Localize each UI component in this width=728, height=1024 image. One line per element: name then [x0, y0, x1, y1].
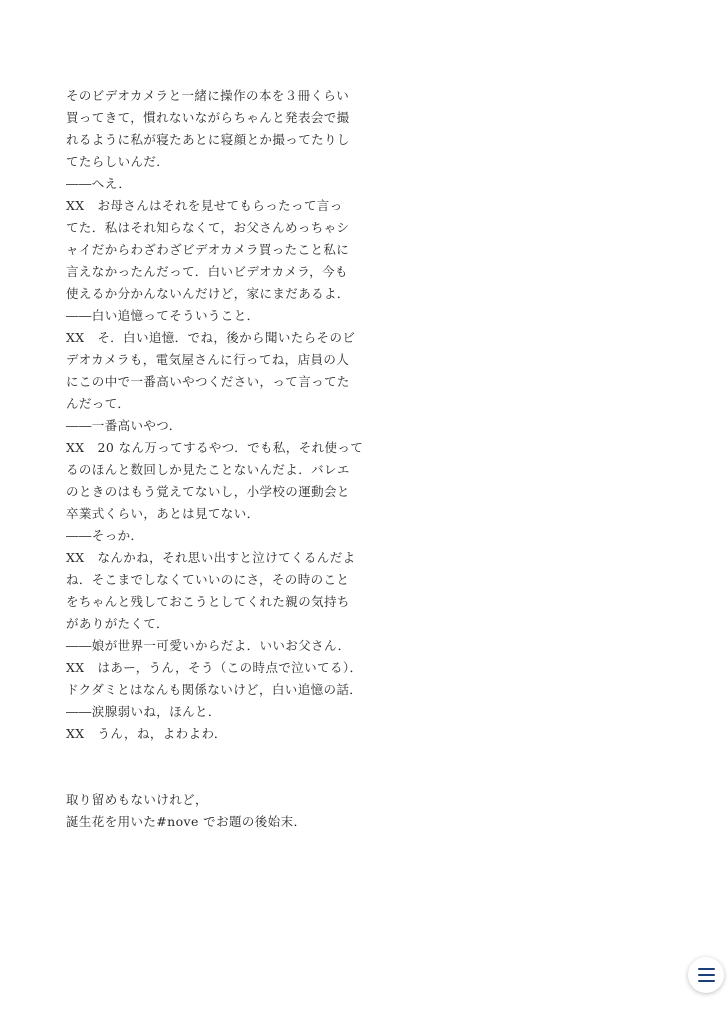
article-line: ――そっか． — [66, 528, 144, 543]
article-line: 言えなかったんだって．白いビデオカメラ，今も — [66, 264, 348, 279]
article-line: 買ってきて，慣れないながらちゃんと発表会で撮 — [66, 110, 350, 125]
paragraph-gap — [66, 745, 356, 789]
article-line: XX そ．白い追憶．でね，後から聞いたらそのビ — [66, 330, 356, 345]
article-line: ――一番高いやつ． — [66, 418, 182, 433]
hamburger-menu-icon — [698, 968, 715, 982]
article-line: そのビデオカメラと一緒に操作の本を３冊くらい — [66, 88, 350, 103]
menu-button[interactable] — [688, 957, 724, 993]
article-line: をちゃんと残しておこうとしてくれた親の気持ち — [66, 594, 350, 609]
article-line: ――涙腺弱いね，ほんと． — [66, 704, 221, 719]
article-line: 使えるか分かんないんだけど，家にまだあるよ． — [66, 286, 350, 301]
article-line: XX お母さんはそれを見せてもらったって言っ — [66, 198, 343, 213]
article-line: てたらしいんだ． — [66, 154, 170, 169]
article-line: にこの中で一番高いやつください，って言ってた — [66, 374, 350, 389]
article-line: 卒業式くらい，あとは見てない． — [66, 506, 260, 521]
article-line: ドクダミとはなんも関係ないけど，白い追憶の話． — [66, 682, 363, 697]
article-line: XX うん，ね，よわよわ． — [66, 726, 227, 741]
article-line: XX 20 なん万ってするやつ．でも私，それ使って — [66, 440, 364, 455]
article-line: XX なんかね，それ思い出すと泣けてくるんだよ — [66, 550, 356, 565]
article-line: ――白い追憶ってそういうこと． — [66, 308, 260, 323]
article-line: ャイだからわざわざビデオカメラ買ったこと私に — [66, 242, 350, 257]
closing-line: 誕生花を用いた#nove でお題の後始末． — [66, 814, 307, 829]
article-line: XX はあー，うん，そう（この時点で泣いてる）． — [66, 660, 363, 675]
article-line: のときのはもう覚えてないし，小学校の運動会と — [66, 484, 350, 499]
article-line: ――娘が世界一可愛いからだよ．いいお父さん． — [66, 638, 351, 653]
article-line: ね．そこまでしなくていいのにさ，その時のこと — [66, 572, 350, 587]
article-line: るのほんと数回しか見たことないんだよ．バレエ — [66, 462, 350, 477]
article-body — [66, 85, 364, 833]
article-line: ――へえ． — [66, 176, 132, 191]
article-line: デオカメラも，電気屋さんに行ってね，店員の人 — [66, 352, 350, 367]
closing-line: 取り留めもないけれど， — [66, 792, 208, 807]
article-line: れるように私が寝たあとに寝顔とか撮ってたりし — [66, 132, 350, 147]
article-line: んだって． — [66, 396, 131, 411]
article-line: てた．私はそれ知らなくて，お父さんめっちゃシ — [66, 220, 350, 235]
article-line: がありがたくて． — [66, 616, 169, 631]
